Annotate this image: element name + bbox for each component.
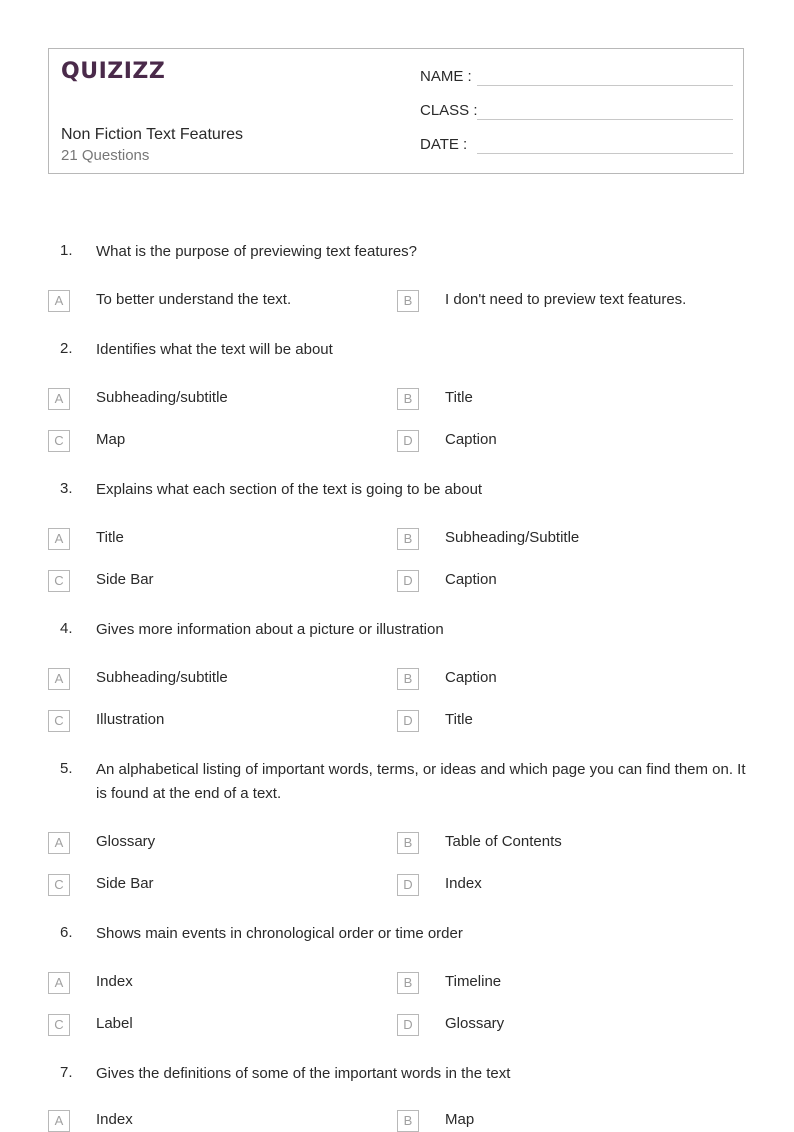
option-text: I don't need to preview text features.: [445, 291, 687, 308]
option-text: Table of Contents: [445, 833, 562, 850]
option-text: Title: [96, 529, 124, 546]
option-letter-box[interactable]: A: [48, 668, 70, 690]
class-line[interactable]: [477, 119, 733, 120]
date-label: DATE :: [420, 136, 468, 153]
question-text: What is the purpose of previewing text features?: [96, 243, 418, 260]
name-line[interactable]: [477, 85, 733, 86]
option-text: Subheading/subtitle: [96, 669, 228, 686]
question-text: Gives the definitions of some of the important words in the text: [96, 1065, 511, 1082]
option-letter-box[interactable]: A: [48, 972, 70, 994]
option-letter-box[interactable]: A: [48, 528, 70, 550]
quizizz-logo: QUIZIZZ: [61, 59, 166, 84]
question-text: Gives more information about a picture or illustration: [96, 621, 444, 638]
option-text: Glossary: [445, 1015, 505, 1032]
option-text: Glossary: [96, 833, 156, 850]
question-text: Explains what each section of the text is going to be about: [96, 481, 483, 498]
question-number: 7.: [60, 1064, 73, 1081]
option-letter-box[interactable]: B: [397, 972, 419, 994]
option-text: Map: [96, 431, 126, 448]
name-label: NAME :: [420, 68, 472, 85]
question-number: 1.: [60, 242, 73, 259]
option-letter-box[interactable]: B: [397, 528, 419, 550]
option-text: Title: [445, 389, 473, 406]
option-letter-box[interactable]: A: [48, 290, 70, 312]
option-letter-box[interactable]: D: [397, 430, 419, 452]
option-text: Caption: [445, 431, 497, 448]
option-letter-box[interactable]: D: [397, 1014, 419, 1036]
option-text: Subheading/Subtitle: [445, 529, 580, 546]
option-text: Side Bar: [96, 875, 154, 892]
option-letter-box[interactable]: B: [397, 832, 419, 854]
question-text: Shows main events in chronological order or time order: [96, 925, 463, 942]
option-letter-box[interactable]: A: [48, 832, 70, 854]
option-text: Caption: [445, 669, 497, 686]
option-letter-box[interactable]: D: [397, 570, 419, 592]
option-letter-box[interactable]: C: [48, 1014, 70, 1036]
worksheet-header: [48, 48, 744, 174]
option-text: Caption: [445, 571, 497, 588]
option-letter-box[interactable]: C: [48, 570, 70, 592]
option-text: Map: [445, 1111, 475, 1128]
worksheet-title: Non Fiction Text Features: [61, 126, 244, 143]
option-letter-box[interactable]: B: [397, 290, 419, 312]
option-letter-box[interactable]: C: [48, 710, 70, 732]
option-text: To better understand the text.: [96, 291, 292, 308]
question-number: 2.: [60, 340, 73, 357]
option-letter-box[interactable]: C: [48, 430, 70, 452]
option-text: Index: [96, 1111, 133, 1128]
option-text: Index: [96, 973, 133, 990]
option-text: Subheading/subtitle: [96, 389, 228, 406]
question-text: An alphabetical listing of important words, terms, or ideas and which page you can find them on. It is found at the end of a text.: [96, 761, 746, 802]
option-letter-box[interactable]: C: [48, 874, 70, 896]
question-number: 6.: [60, 924, 73, 941]
option-letter-box[interactable]: D: [397, 874, 419, 896]
option-text: Side Bar: [96, 571, 154, 588]
option-letter-box[interactable]: A: [48, 1110, 70, 1132]
option-letter-box[interactable]: A: [48, 388, 70, 410]
option-text: Timeline: [445, 973, 502, 990]
question-number: 5.: [60, 760, 73, 777]
option-text: Illustration: [96, 711, 165, 728]
option-text: Index: [445, 875, 482, 892]
option-letter-box[interactable]: B: [397, 388, 419, 410]
option-letter-box[interactable]: D: [397, 710, 419, 732]
option-text: Title: [445, 711, 473, 728]
option-letter-box[interactable]: B: [397, 1110, 419, 1132]
question-number: 3.: [60, 480, 73, 497]
option-text: Label: [96, 1015, 133, 1032]
date-line[interactable]: [477, 153, 733, 154]
question-text: Identifies what the text will be about: [96, 341, 333, 358]
class-label: CLASS :: [420, 102, 478, 119]
option-letter-box[interactable]: B: [397, 668, 419, 690]
question-count: 21 Questions: [61, 147, 150, 164]
question-number: 4.: [60, 620, 73, 637]
